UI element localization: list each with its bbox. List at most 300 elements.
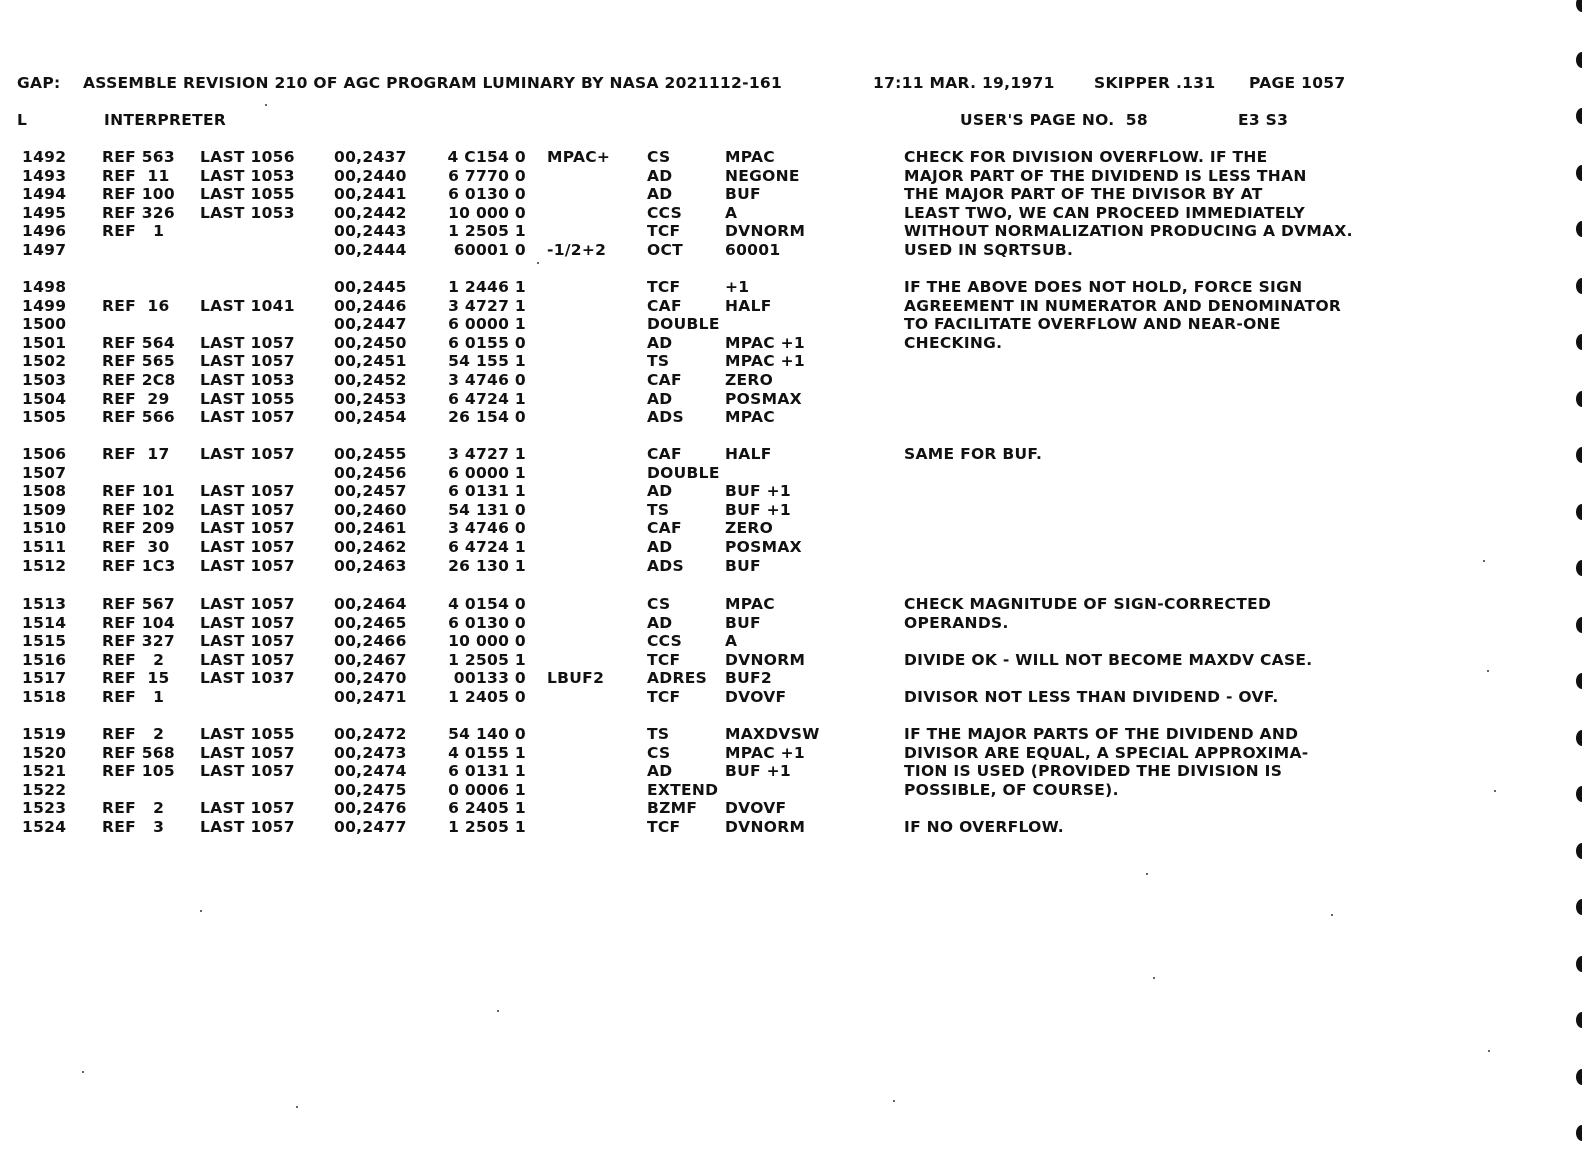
address-field: 00,2476	[334, 799, 407, 818]
octal-code: 6 4724 1	[448, 538, 526, 556]
address-field: 00,2442	[334, 203, 407, 222]
listing-line	[0, 764, 1582, 783]
line-number: 1507	[22, 463, 67, 482]
opcode: AD	[647, 538, 673, 556]
opcode: TCF	[647, 278, 681, 296]
line-number: 1502	[22, 352, 67, 371]
speck	[497, 1010, 499, 1012]
ref-field: REF 16	[102, 296, 170, 315]
listing-line	[0, 447, 1582, 466]
opcode: AD	[647, 389, 673, 408]
comment: POSSIBLE, OF COURSE).	[904, 780, 1119, 799]
symbol-label: -1/2+2	[547, 241, 607, 259]
comment: USED IN SQRTSUB.	[904, 241, 1074, 259]
address-field: 00,2467	[334, 650, 407, 669]
speck	[1483, 560, 1485, 562]
last-field: LAST 1055	[200, 725, 295, 743]
ref-field: REF 2	[102, 799, 165, 818]
line-number: 1503	[22, 371, 67, 389]
listing-line	[0, 540, 1582, 559]
line-number: 1501	[22, 333, 67, 352]
address-field: 00,2477	[334, 818, 407, 836]
operand: POSMAX	[725, 538, 802, 556]
line-number: 1495	[22, 203, 67, 222]
timestamp: 17:11 MAR. 19,1971	[873, 74, 1055, 92]
comment: AGREEMENT IN NUMERATOR AND DENOMINATOR	[904, 296, 1342, 315]
listing-line	[0, 727, 1582, 746]
octal-code: 54 155 1	[448, 352, 526, 371]
line-number: 1513	[22, 595, 67, 613]
line-number: 1494	[22, 185, 67, 204]
octal-code: 6 0131 1	[448, 762, 526, 781]
operand: BUF +1	[725, 500, 791, 519]
line-number: 1514	[22, 613, 67, 632]
feed-hole	[1576, 899, 1582, 915]
operand: MPAC	[725, 148, 775, 166]
octal-code: 6 0000 1	[448, 463, 526, 482]
octal-code: 3 4727 1	[448, 445, 526, 463]
octal-code: 1 2446 1	[448, 278, 526, 296]
address-field: 00,2460	[334, 500, 407, 519]
operand: MPAC +1	[725, 743, 806, 762]
assembly-title: ASSEMBLE REVISION 210 OF AGC PROGRAM LUMINARY BY NASA 2021112-161	[83, 74, 783, 92]
opcode: AD	[647, 333, 673, 352]
octal-code: 10 000 0	[448, 632, 526, 651]
last-field: LAST 1057	[200, 352, 295, 371]
feed-hole	[1576, 617, 1582, 633]
octal-code: 6 2405 1	[448, 799, 526, 818]
operand: POSMAX	[725, 389, 802, 408]
ref-field: REF 100	[102, 185, 175, 204]
last-field: LAST 1055	[200, 389, 295, 408]
operand: ZERO	[725, 371, 774, 389]
comment: DIVIDE OK - WILL NOT BECOME MAXDV CASE.	[904, 650, 1313, 669]
address-field: 00,2474	[334, 762, 407, 781]
feed-hole	[1576, 108, 1582, 124]
ref-field: REF 11	[102, 166, 170, 185]
opcode: DOUBLE	[647, 463, 720, 482]
operand: MPAC +1	[725, 352, 806, 371]
address-field: 00,2457	[334, 482, 407, 501]
line-number: 1518	[22, 688, 67, 706]
operand: DVNORM	[725, 650, 806, 669]
octal-code: 4 C154 0	[447, 148, 526, 166]
comment: DIVISOR NOT LESS THAN DIVIDEND - OVF.	[904, 688, 1279, 706]
ref-field: REF 3	[102, 818, 165, 836]
line-number: 1508	[22, 482, 67, 501]
address-field: 00,2451	[334, 352, 407, 371]
operand: +1	[725, 278, 750, 296]
line-number: 1496	[22, 222, 67, 241]
octal-code: 1 2505 1	[448, 222, 526, 241]
sheet-id: E3 S3	[1238, 111, 1289, 129]
address-field: 00,2455	[334, 445, 407, 463]
address-field: 00,2462	[334, 538, 407, 556]
address-field: 00,2445	[334, 278, 407, 296]
octal-code: 3 4746 0	[448, 519, 526, 538]
opcode: CAF	[647, 296, 682, 315]
last-field: LAST 1055	[200, 185, 295, 204]
ref-field: REF 567	[102, 595, 175, 613]
listing-line	[0, 296, 1582, 318]
operand: BUF2	[725, 669, 772, 688]
listing-line	[0, 243, 1582, 262]
last-field: LAST 1057	[200, 538, 295, 556]
address-field: 00,2456	[334, 463, 407, 482]
line-number: 1499	[22, 296, 67, 315]
operand: BUF	[725, 613, 761, 632]
line-number: 1520	[22, 743, 67, 762]
operand: MAXDVSW	[725, 725, 820, 743]
feed-hole	[1576, 52, 1582, 68]
ref-field: REF 2	[102, 650, 165, 669]
operand: BUF +1	[725, 482, 791, 501]
ref-field: REF 1C3	[102, 556, 176, 575]
listing-line	[0, 224, 1582, 243]
opcode: CS	[647, 595, 671, 613]
speck	[537, 262, 539, 264]
feed-hole	[1576, 0, 1582, 12]
listing-line	[0, 597, 1582, 616]
last-field: LAST 1053	[200, 203, 295, 222]
section-name: INTERPRETER	[104, 111, 227, 129]
comment: CHECK MAGNITUDE OF SIGN-CORRECTED	[904, 595, 1272, 613]
last-field: LAST 1057	[200, 632, 295, 651]
speck	[82, 1071, 84, 1073]
listing-line	[0, 373, 1582, 392]
feed-hole	[1576, 447, 1582, 463]
line-number: 1509	[22, 500, 67, 519]
octal-code: 26 130 1	[448, 556, 526, 575]
listing-line	[0, 484, 1582, 503]
octal-code: 60001 0	[453, 241, 526, 259]
comment: MAJOR PART OF THE DIVIDEND IS LESS THAN	[904, 166, 1307, 185]
octal-code: 1 2505 1	[448, 818, 526, 836]
last-field: LAST 1053	[200, 371, 295, 389]
last-field: LAST 1037	[200, 669, 295, 688]
operand: ZERO	[725, 519, 774, 538]
opcode: CS	[647, 743, 671, 762]
listing-line	[0, 690, 1582, 709]
octal-code: 4 0154 0	[448, 595, 526, 613]
opcode: EXTEND	[647, 780, 719, 799]
symbol-label: LBUF2	[547, 669, 605, 688]
octal-code: 6 0130 0	[448, 185, 526, 204]
octal-code: 1 2505 1	[448, 650, 526, 669]
ref-field: REF 326	[102, 203, 175, 222]
feed-hole	[1576, 730, 1582, 746]
listing-line	[0, 280, 1582, 299]
user-name: SKIPPER .131	[1094, 74, 1216, 92]
operand: DVOVF	[725, 688, 787, 706]
address-field: 00,2470	[334, 669, 407, 688]
users-page-number: USER'S PAGE NO. 58	[960, 111, 1148, 129]
listing-line	[0, 820, 1582, 839]
address-field: 00,2463	[334, 556, 407, 575]
line-number: 1506	[22, 445, 67, 463]
last-field: LAST 1057	[200, 556, 295, 575]
opcode: AD	[647, 762, 673, 781]
opcode: AD	[647, 613, 673, 632]
l-mark: L	[17, 111, 28, 129]
speck	[1146, 873, 1148, 875]
feed-hole	[1576, 786, 1582, 802]
last-field: LAST 1053	[200, 166, 295, 185]
address-field: 00,2461	[334, 519, 407, 538]
ref-field: REF 2C8	[102, 371, 176, 389]
feed-hole	[1576, 504, 1582, 520]
comment: WITHOUT NORMALIZATION PRODUCING A DVMAX.	[904, 222, 1353, 241]
speck	[893, 1100, 895, 1102]
operand: HALF	[725, 445, 772, 463]
octal-code: 10 000 0	[448, 203, 526, 222]
line-number: 1522	[22, 780, 67, 799]
listing-line	[0, 150, 1582, 169]
address-field: 00,2454	[334, 408, 407, 427]
line-number: 1498	[22, 278, 67, 296]
line-number: 1512	[22, 556, 67, 575]
opcode: BZMF	[647, 799, 698, 818]
address-field: 00,2472	[334, 725, 407, 743]
last-field: LAST 1057	[200, 650, 295, 669]
comment: TION IS USED (PROVIDED THE DIVISION IS	[904, 762, 1283, 781]
feed-hole	[1576, 221, 1582, 237]
last-field: LAST 1057	[200, 762, 295, 781]
comment: IF THE ABOVE DOES NOT HOLD, FORCE SIGN	[904, 278, 1303, 296]
octal-code: 6 0131 1	[448, 482, 526, 501]
operand: A	[725, 632, 738, 651]
line-number: 1497	[22, 241, 67, 259]
last-field: LAST 1057	[200, 613, 295, 632]
listing-line	[0, 634, 1582, 653]
ref-field: REF 29	[102, 389, 170, 408]
opcode: AD	[647, 166, 673, 185]
feed-hole	[1576, 165, 1582, 181]
ref-field: REF 15	[102, 669, 170, 688]
speck	[265, 104, 267, 106]
operand: 60001	[725, 241, 781, 259]
speck	[1331, 914, 1333, 916]
ref-field: REF 1	[102, 688, 165, 706]
line-number: 1492	[22, 148, 67, 166]
ref-field: REF 104	[102, 613, 175, 632]
gap-label: GAP:	[17, 74, 61, 92]
line-number: 1523	[22, 799, 67, 818]
ref-field: REF 566	[102, 408, 175, 427]
address-field: 00,2446	[334, 296, 407, 315]
opcode: CAF	[647, 519, 682, 538]
last-field: LAST 1057	[200, 445, 295, 463]
octal-code: 3 4727 1	[448, 296, 526, 315]
address-field: 00,2464	[334, 595, 407, 613]
comment: OPERANDS.	[904, 613, 1009, 632]
octal-code: 00133 0	[453, 669, 526, 688]
last-field: LAST 1057	[200, 500, 295, 519]
operand: NEGONE	[725, 166, 800, 185]
opcode: ADRES	[647, 669, 708, 688]
opcode: TCF	[647, 818, 681, 836]
opcode: CCS	[647, 632, 683, 651]
feed-hole	[1576, 1125, 1582, 1141]
speck	[1487, 670, 1489, 672]
opcode: TS	[647, 352, 670, 371]
line-number: 1504	[22, 389, 67, 408]
feed-hole	[1576, 278, 1582, 294]
opcode: CAF	[647, 445, 682, 463]
last-field: LAST 1041	[200, 296, 295, 315]
line-number: 1500	[22, 315, 67, 334]
last-field: LAST 1057	[200, 333, 295, 352]
operand: A	[725, 203, 738, 222]
operand: DVNORM	[725, 222, 806, 241]
last-field: LAST 1057	[200, 408, 295, 427]
speck	[1494, 790, 1496, 792]
octal-code: 26 154 0	[448, 408, 526, 427]
address-field: 00,2447	[334, 315, 407, 334]
ref-field: REF 1	[102, 222, 165, 241]
octal-code: 6 7770 0	[448, 166, 526, 185]
ref-field: REF 17	[102, 445, 170, 463]
listing-line	[0, 410, 1582, 429]
speck	[1153, 977, 1155, 979]
address-field: 00,2453	[334, 389, 407, 408]
line-number: 1517	[22, 669, 67, 688]
opcode: AD	[647, 482, 673, 501]
operand: DVOVF	[725, 799, 787, 818]
line-number: 1519	[22, 725, 67, 743]
feed-hole	[1576, 843, 1582, 859]
line-number: 1493	[22, 166, 67, 185]
octal-code: 6 4724 1	[448, 389, 526, 408]
ref-field: REF 105	[102, 762, 175, 781]
opcode: TCF	[647, 688, 681, 706]
octal-code: 6 0130 0	[448, 613, 526, 632]
address-field: 00,2473	[334, 743, 407, 762]
listing-line	[0, 556, 1582, 578]
address-field: 00,2471	[334, 688, 407, 706]
feed-hole	[1576, 391, 1582, 407]
comment: TO FACILITATE OVERFLOW AND NEAR-ONE	[904, 315, 1281, 334]
octal-code: 6 0155 0	[448, 333, 526, 352]
comment: IF NO OVERFLOW.	[904, 818, 1064, 836]
octal-code: 1 2405 0	[448, 688, 526, 706]
operand: HALF	[725, 296, 772, 315]
opcode: ADS	[647, 408, 684, 427]
address-field: 00,2444	[334, 241, 407, 259]
ref-field: REF 564	[102, 333, 175, 352]
listing-line	[0, 317, 1582, 336]
listing-line	[0, 187, 1582, 206]
comment: IF THE MAJOR PARTS OF THE DIVIDEND AND	[904, 725, 1299, 743]
last-field: LAST 1057	[200, 595, 295, 613]
opcode: TS	[647, 725, 670, 743]
line-number: 1515	[22, 632, 67, 651]
opcode: TS	[647, 500, 670, 519]
address-field: 00,2443	[334, 222, 407, 241]
operand: BUF +1	[725, 762, 791, 781]
last-field: LAST 1057	[200, 799, 295, 818]
address-field: 00,2475	[334, 780, 407, 799]
last-field: LAST 1056	[200, 148, 295, 166]
ref-field: REF 30	[102, 538, 170, 556]
comment: CHECKING.	[904, 333, 1003, 352]
feed-hole	[1576, 1069, 1582, 1085]
ref-field: REF 209	[102, 519, 175, 538]
comment: CHECK FOR DIVISION OVERFLOW. IF THE	[904, 148, 1268, 166]
speck	[1488, 1050, 1490, 1052]
opcode: CS	[647, 148, 671, 166]
feed-hole	[1576, 1012, 1582, 1028]
address-field: 00,2466	[334, 632, 407, 651]
line-number: 1516	[22, 650, 67, 669]
speck	[296, 1106, 298, 1108]
address-field: 00,2437	[334, 148, 407, 166]
operand: MPAC	[725, 408, 775, 427]
comment: LEAST TWO, WE CAN PROCEED IMMEDIATELY	[904, 203, 1306, 222]
comment: DIVISOR ARE EQUAL, A SPECIAL APPROXIMA-	[904, 743, 1309, 762]
opcode: ADS	[647, 556, 684, 575]
comment: THE MAJOR PART OF THE DIVISOR BY AT	[904, 185, 1263, 204]
octal-code: 54 140 0	[448, 725, 526, 743]
last-field: LAST 1057	[200, 519, 295, 538]
line-number: 1521	[22, 762, 67, 781]
feed-hole	[1576, 560, 1582, 576]
line-number: 1511	[22, 538, 67, 556]
octal-code: 54 131 0	[448, 500, 526, 519]
comment: SAME FOR BUF.	[904, 445, 1043, 463]
address-field: 00,2441	[334, 185, 407, 204]
octal-code: 4 0155 1	[448, 743, 526, 762]
line-number: 1524	[22, 818, 67, 836]
page-number: PAGE 1057	[1249, 74, 1346, 92]
feed-hole	[1576, 673, 1582, 689]
octal-code: 3 4746 0	[448, 371, 526, 389]
address-field: 00,2452	[334, 371, 407, 389]
ref-field: REF 101	[102, 482, 175, 501]
operand: DVNORM	[725, 818, 806, 836]
opcode: OCT	[647, 241, 684, 259]
operand: MPAC	[725, 595, 775, 613]
feed-hole	[1576, 334, 1582, 350]
ref-field: REF 563	[102, 148, 175, 166]
opcode: DOUBLE	[647, 315, 720, 334]
last-field: LAST 1057	[200, 482, 295, 501]
ref-field: REF 2	[102, 725, 165, 743]
opcode: CAF	[647, 371, 682, 389]
line-number: 1510	[22, 519, 67, 538]
octal-code: 6 0000 1	[448, 315, 526, 334]
octal-code: 0 0006 1	[448, 780, 526, 799]
operand: BUF	[725, 185, 761, 204]
address-field: 00,2465	[334, 613, 407, 632]
address-field: 00,2450	[334, 333, 407, 352]
last-field: LAST 1057	[200, 818, 295, 836]
address-field: 00,2440	[334, 166, 407, 185]
opcode: CCS	[647, 203, 683, 222]
opcode: TCF	[647, 650, 681, 669]
ref-field: REF 327	[102, 632, 175, 651]
ref-field: REF 568	[102, 743, 175, 762]
line-number: 1505	[22, 408, 67, 427]
ref-field: REF 565	[102, 352, 175, 371]
opcode: AD	[647, 185, 673, 204]
operand: BUF	[725, 556, 761, 575]
operand: MPAC +1	[725, 333, 806, 352]
last-field: LAST 1057	[200, 743, 295, 762]
ref-field: REF 102	[102, 500, 175, 519]
symbol-label: MPAC+	[547, 148, 611, 166]
feed-hole	[1576, 956, 1582, 972]
